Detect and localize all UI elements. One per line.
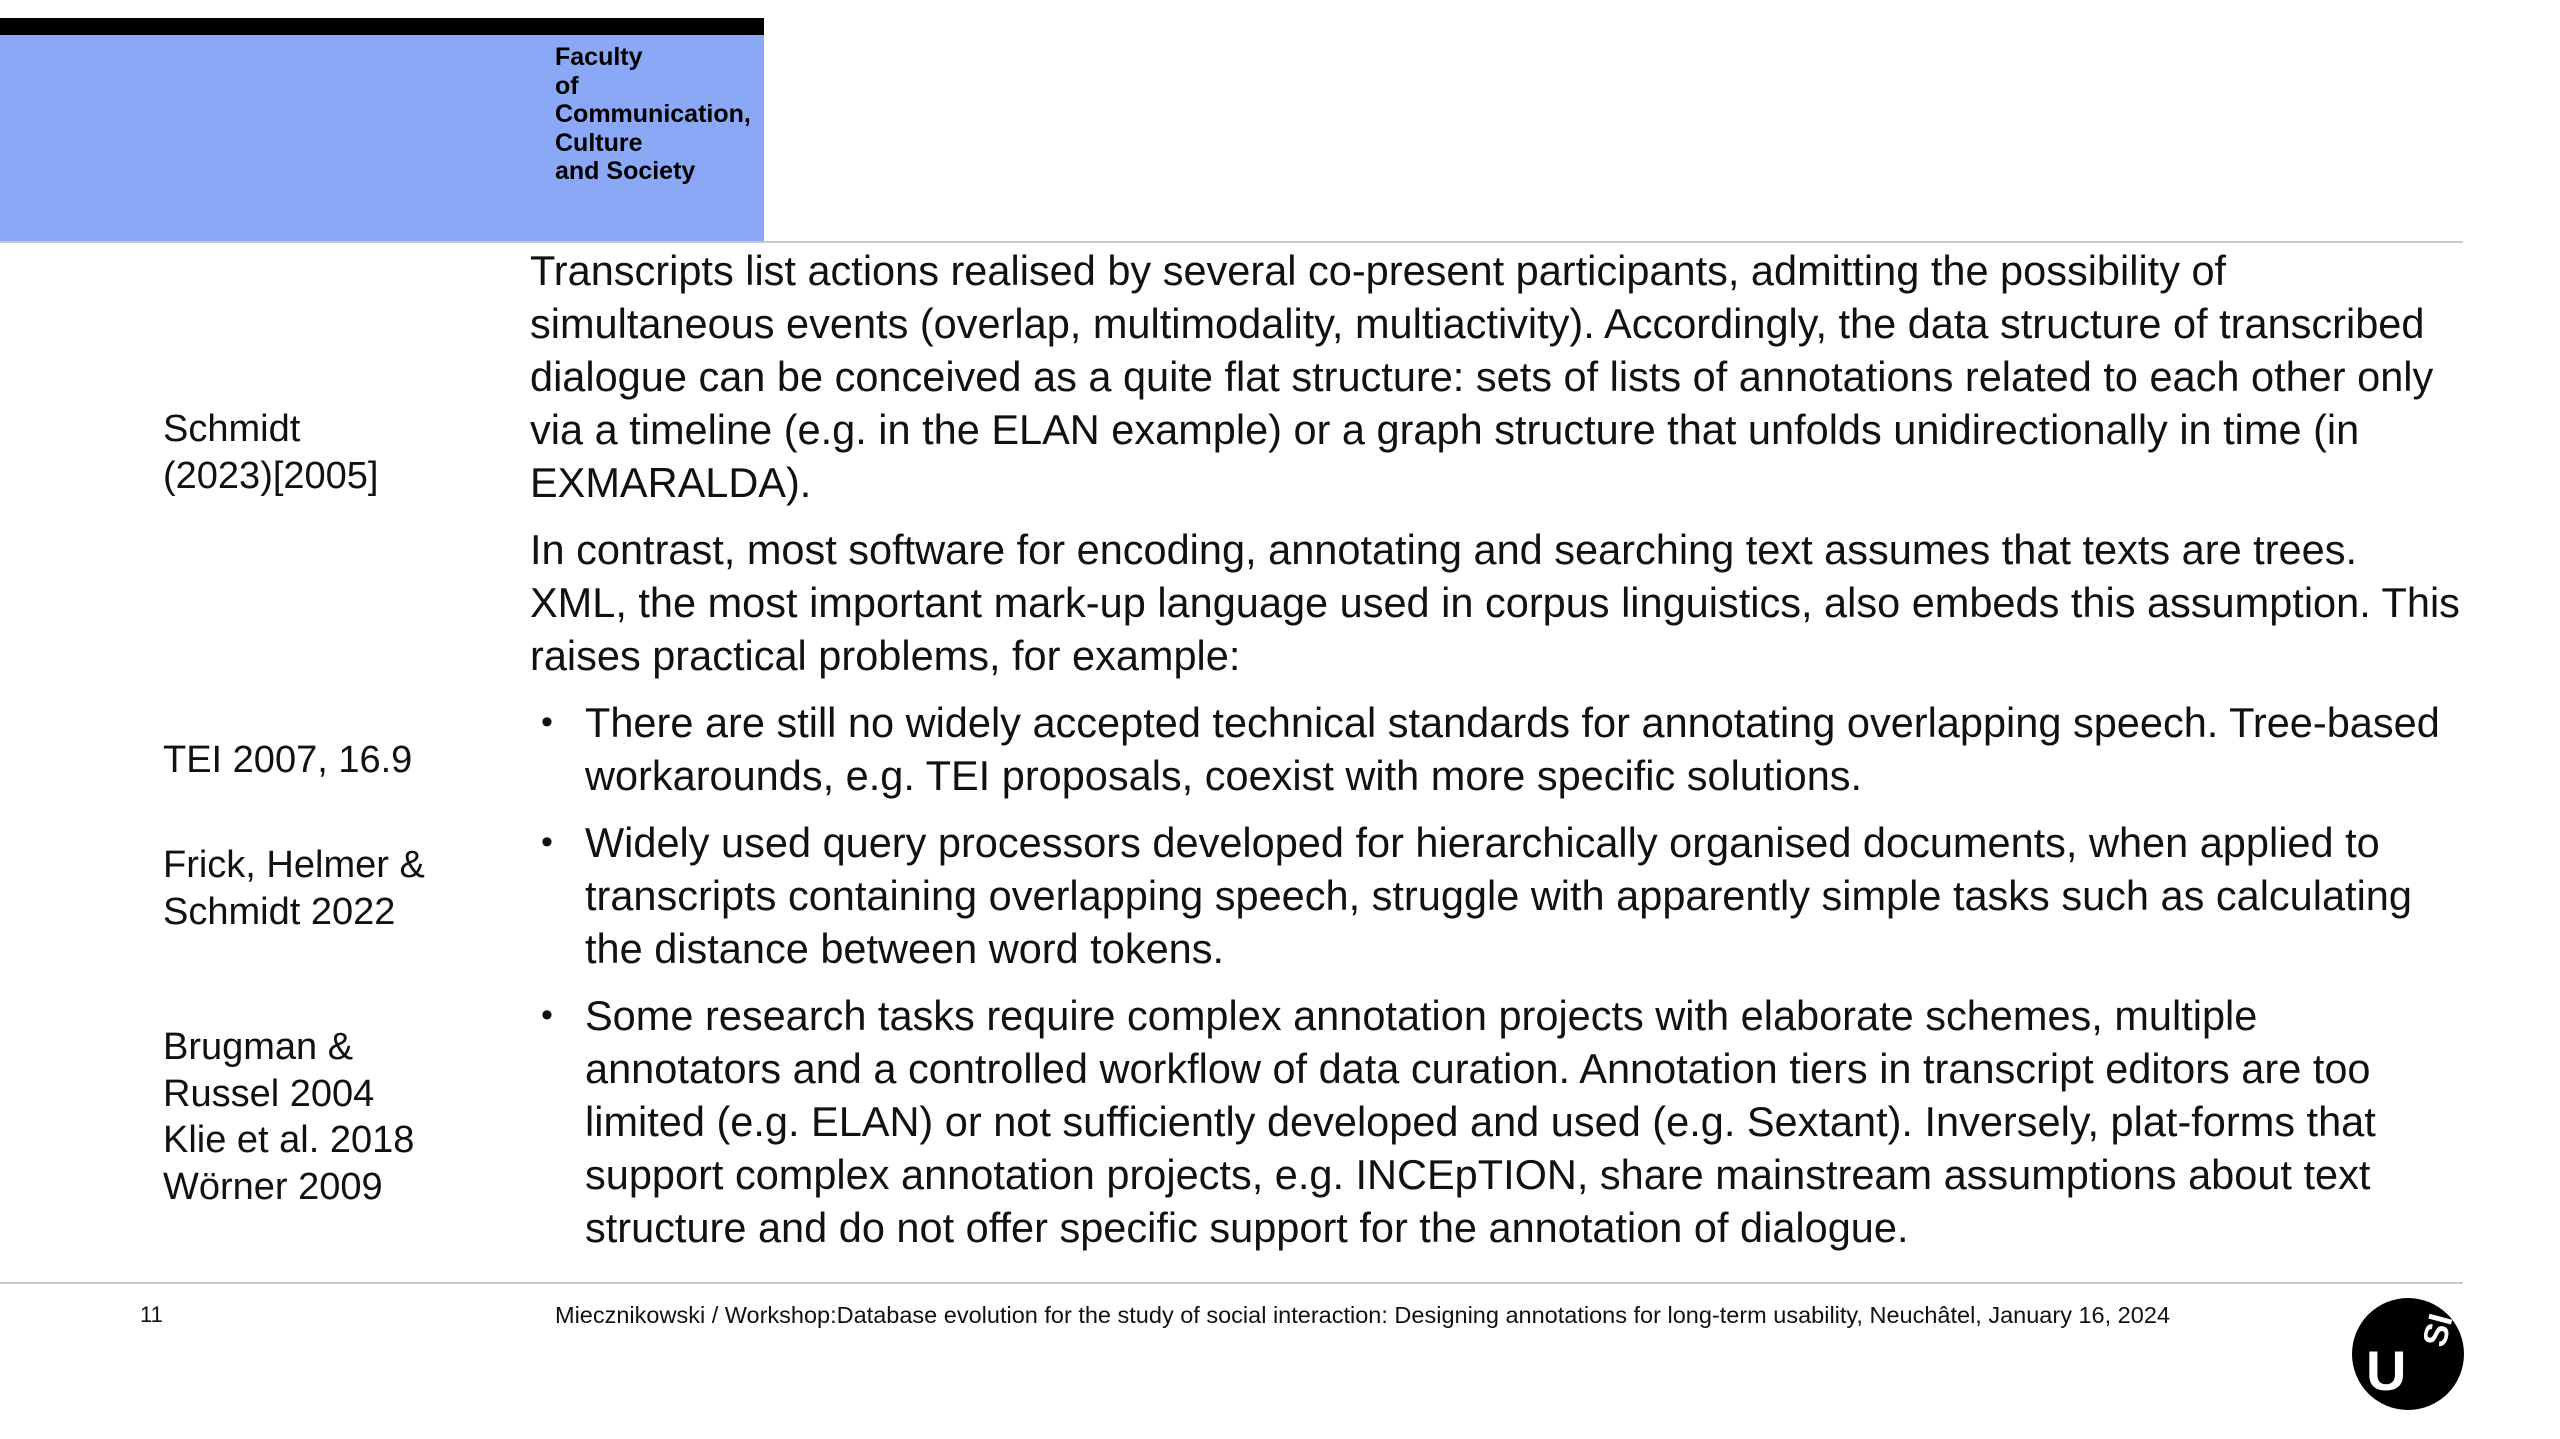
faculty-line: Faculty	[555, 43, 643, 71]
bullet-icon: •	[541, 703, 553, 741]
page-number: 11	[140, 1302, 163, 1327]
bullet-text: There are still no widely accepted technical standards for annotating overlapping speech. Tree-based workarounds, e.g. TEI proposals, coexist with more specific solutions.	[585, 699, 2440, 799]
citation-brugman	[163, 1024, 414, 1210]
citation-line: Wörner 2009	[163, 1165, 383, 1208]
header-divider	[0, 241, 2463, 243]
bullet-text: Some research tasks require complex annotation projects with elaborate schemes, multiple annotators and a controlled workflow of data curation. Annotation tiers in transcript editors are too limited (e.g. ELAN) or not sufficiently developed and used (e.g. Sextant). Inversely, plat-forms that support complex annotation projects, e.g. INCEpTION, share mainstream assumptions about text structure and do not offer specific support for the annotation of dialogue.	[585, 992, 2376, 1251]
footer-divider	[0, 1282, 2463, 1284]
citation-line: Schmidt 2022	[163, 890, 396, 933]
faculty-line: Culture	[555, 128, 643, 157]
header-black-bar	[0, 18, 764, 35]
citation-frick	[163, 842, 425, 935]
bullet-item	[530, 816, 2460, 975]
usi-logo-icon	[2352, 1298, 2464, 1410]
citation-line: Frick, Helmer &	[163, 844, 425, 886]
faculty-line: of	[555, 71, 579, 100]
faculty-line: Communication,	[555, 100, 751, 128]
paragraph: In contrast, most software for encoding, annotating and searching text assumes that texts are trees. XML, the most important mark-up language used in corpus linguistics, also embeds this assumption. This raises practical problems, for example:	[530, 526, 2460, 679]
bullet-item	[530, 989, 2460, 1254]
citation-line: TEI 2007, 16.9	[163, 739, 413, 781]
citation-line: (2023)[2005]	[163, 454, 379, 497]
svg-text:U: U	[2366, 1339, 2407, 1402]
citation-line: Klie et al. 2018	[163, 1119, 415, 1161]
paragraph: Transcripts list actions realised by several co-present participants, admitting the possibility of simultaneous events (overlap, multimodality, multiactivity). Accordingly, the data structure of transcribed dialogue can be conceived as a quite flat structure: sets of lists of annotations related to each other only via a timeline (e.g. in the ELAN example) or a graph structure that unfolds unidirectionally in time (in EXMARALDA).	[530, 247, 2434, 506]
faculty-line: and Society	[555, 157, 696, 185]
citation-line: Brugman &	[163, 1026, 354, 1068]
bullet-icon: •	[541, 823, 553, 861]
bullet-list	[530, 696, 2460, 1254]
svg-text:SI: SI	[2415, 1309, 2461, 1351]
bullet-text: Widely used query processors developed for hierarchically organised documents, when applied to transcripts containing overlapping speech, struggle with apparently simple tasks such as calculating the distance between word tokens.	[585, 819, 2412, 972]
citation-line: Schmidt	[163, 408, 301, 450]
citation-tei	[163, 737, 412, 784]
faculty-title	[555, 43, 765, 186]
bullet-item	[530, 696, 2460, 802]
footer-text: Miecznikowski / Workshop:Database evolution for the study of social interaction: Designing annotations for long-term usability, Neuchâtel, January 16, 2024	[555, 1302, 2170, 1328]
citation-schmidt	[163, 406, 379, 499]
bullet-icon: •	[541, 996, 553, 1034]
main-text	[530, 244, 2460, 1268]
citation-line: Russel 2004	[163, 1072, 375, 1115]
